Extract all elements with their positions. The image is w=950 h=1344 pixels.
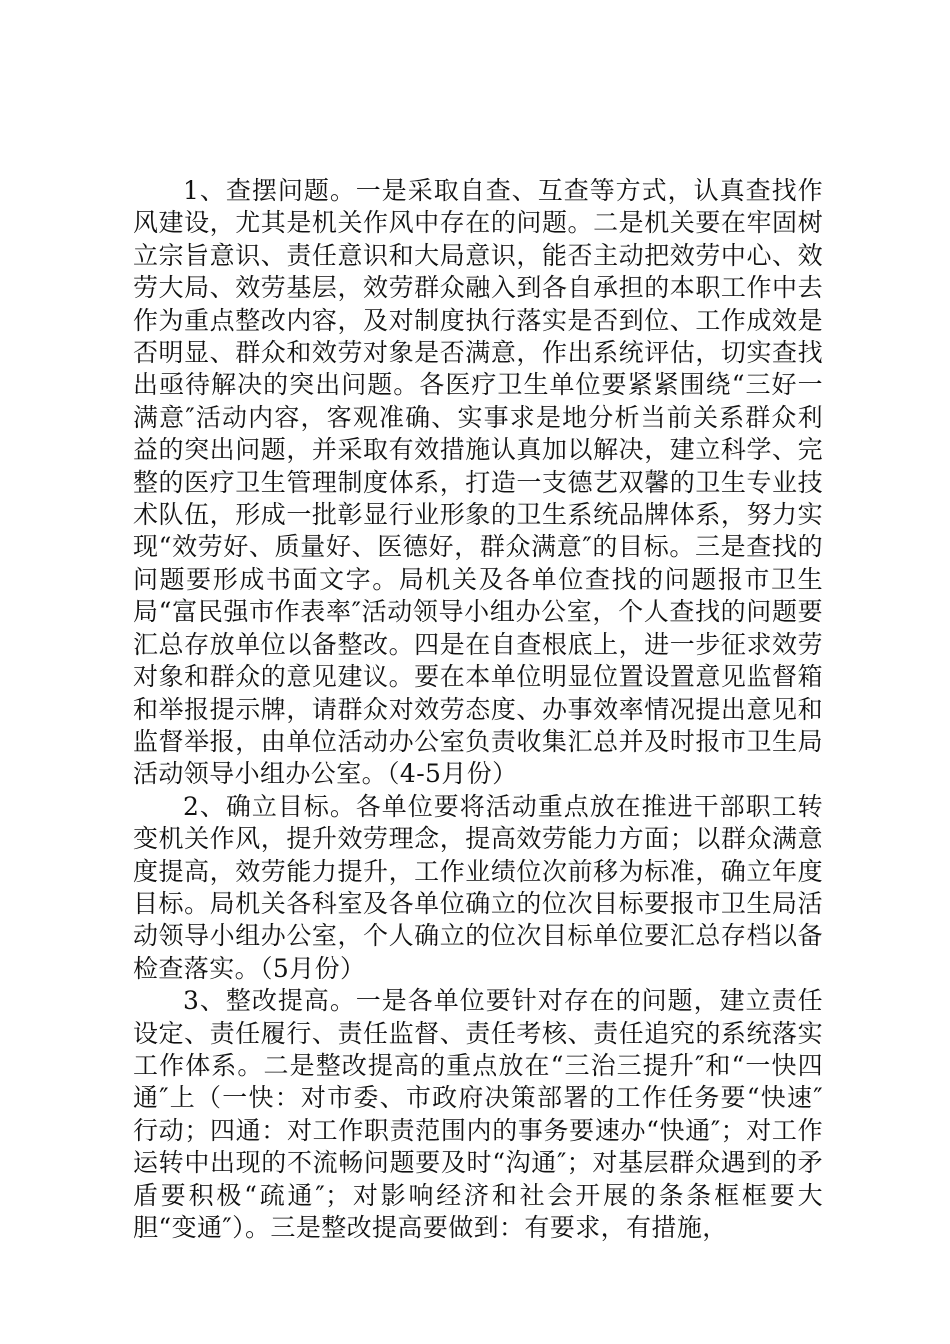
paragraph-problem-check: 1、查摆问题。一是采取自查、互查等方式，认真查找作风建设，尤其是机关作风中存在的问题。二是机关要在牢固树立宗旨意识、责任意识和大局意识，能否主动把效劳中心、效劳大局、效劳基层，效劳群众融入到各自承担的本职工作中去作为重点整改内容，及对制度执行落实是否到位、工作成效是否明显、群众和效劳对象是否满意，作出系统评估，切实查找出亟待解决的突出问题。各医疗卫生单位要紧紧围绕“三好一满意″活动内容，客观准确、实事求是地分析当前关系群众利益的突出问题，并采取有效措施认真加以解决，建立科学、完整的医疗卫生管理制度体系，打造一支德艺双馨的卫生专业技术队伍，形成一批彰显行业形象的卫生系统品牌体系，努力实现“效劳好、质量好、医德好，群众满意″的目标。三是查找的问题要形成书面文字。局机关及各单位查找的问题报市卫生局“富民强市作表率″活动领导小组办公室，个人查找的问题要汇总存放单位以备整改。四是在自查根底上，进一步征求效劳对象和群众的意见建议。要在本单位明显位置设置意见监督箱和举报提示牌，请群众对效劳态度、办事效率情况提出意见和监督举报，由单位活动办公室负责收集汇总并及时报市卫生局活动领导小组办公室。（4-5月份） (133, 176, 823, 789)
paragraph-set-goals: 2、确立目标。各单位要将活动重点放在推进干部职工转变机关作风，提升效劳理念，提高效劳能力方面；以群众满意度提高，效劳能力提升，工作业绩位次前移为标准，确立年度目标。局机关各科室及各单位确立的位次目标要报市卫生局活动领导小组办公室，个人确立的位次目标单位要汇总存档以备检查落实。（5月份） (133, 791, 823, 983)
document-page (133, 175, 823, 1244)
paragraph-rectify-improve: 3、整改提高。一是各单位要针对存在的问题，建立责任设定、责任履行、责任监督、责任考核、责任追究的系统落实工作体系。二是整改提高的重点放在“三治三提升″和“一快四通″上（一快：对市委、市政府决策部署的工作任务要“快速″行动；四通：对工作职责范围内的事务要速办“快通″；对工作运转中出现的不流畅问题要及时“沟通″；对基层群众遇到的矛盾要积极“疏通″；对影响经济和社会开展的条条框框要大胆“变通″）。三是整改提高要做到：有要求，有措施， (133, 986, 823, 1242)
